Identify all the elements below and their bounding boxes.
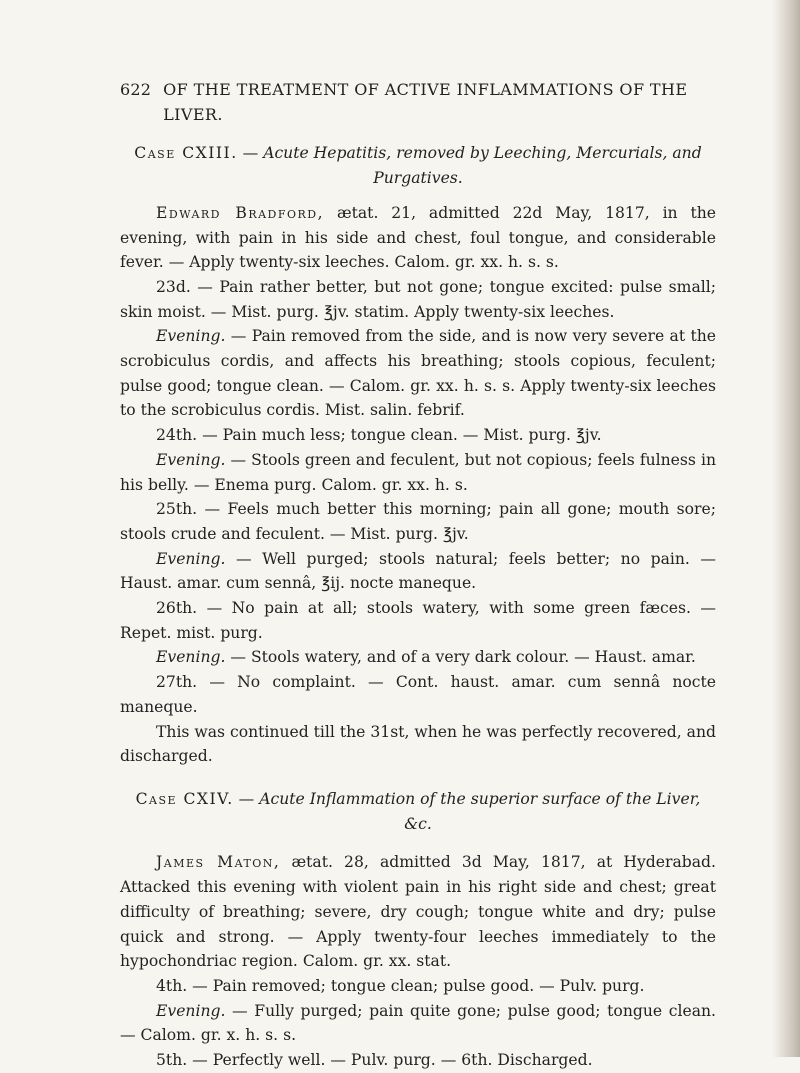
running-header <box>120 78 716 127</box>
paragraph-text: 4th. — Pain removed; tongue clean; pulse good. — Pulv. purg. <box>156 976 645 995</box>
evening-label: Evening. <box>156 648 226 667</box>
case-paragraph <box>120 324 716 423</box>
paragraph-text: ætat. 21, admitted 22d May, 1817, in the evening, with pain in his side and chest, foul tongue, and considerable fever. — Apply twenty-six leeches. Calom. gr. xx. h. s. s. <box>120 203 717 272</box>
case-paragraph <box>120 720 716 769</box>
case-paragraph <box>120 423 716 448</box>
paragraph-text: 26th. — No pain at all; stools watery, with some green fæces. — Repet. mist. purg. <box>120 599 716 642</box>
evening-label: Evening. <box>156 1001 226 1020</box>
case-paragraph <box>120 974 716 999</box>
case-paragraph <box>120 670 716 719</box>
paragraph-text: — Fully purged; pain quite gone; pulse good; tongue clean. — Calom. gr. x. h. s. s. <box>120 1001 716 1045</box>
case-paragraph <box>120 448 716 497</box>
case-paragraph <box>120 645 716 670</box>
case-title: Acute Hepatitis, removed by Leeching, Mercurials, and Purgatives. <box>263 144 702 188</box>
patient-name: James Maton, <box>156 853 281 872</box>
paragraph-text: 24th. — Pain much less; tongue clean. — Mist. purg. ℥jv. <box>156 426 602 445</box>
paragraph-text: ætat. 28, admitted 3d May, 1817, at Hyderabad. Attacked this evening with violent pain in his right side and chest; great difficulty of breathing; severe, dry cough; tongue white and dry; pulse quick and strong. — Apply twenty-four leeches immediately to the hypochondriac region. Calom. gr. xx. stat. <box>120 853 716 971</box>
page-number: 622 <box>120 80 152 99</box>
paragraph-text: — Stools watery, and of a very dark colour. — Haust. amar. <box>225 648 696 667</box>
case-paragraph <box>120 999 716 1048</box>
paragraph-text: 5th. — Perfectly well. — Pulv. purg. — 6th. Discharged. <box>156 1051 593 1070</box>
case-paragraph <box>120 497 716 546</box>
case-paragraph <box>120 547 716 596</box>
case-paragraph <box>120 596 716 645</box>
case-body <box>120 201 716 769</box>
case-heading <box>120 141 716 190</box>
paragraph-text: 23d. — Pain rather better, but not gone; tongue excited: pulse small; skin moist. — Mist. purg. ℥jv. statim. Apply twenty-six leeches. <box>120 277 716 321</box>
paragraph-text: This was continued till the 31st, when he was perfectly recovered, and discharged. <box>120 722 716 766</box>
paragraph-text: — Well purged; stools natural; feels better; no pain. — Haust. amar. cum sennâ, ℥ij. nocte maneque. <box>120 549 716 593</box>
case-label: Case CXIII. <box>134 144 238 163</box>
case-paragraph <box>120 1048 716 1073</box>
page-edge-shadow <box>772 0 800 1057</box>
case-body <box>120 850 716 1072</box>
case-paragraph <box>120 201 716 275</box>
patient-name: Edward Bradford, <box>156 203 325 222</box>
page-text <box>120 78 716 1073</box>
paragraph-text: — Pain removed from the side, and is now very severe at the scrobiculus cordis, and affects his breathing; stools copious, feculent; pulse good; tongue clean. — Calom. gr. xx. h. s. s. Apply twenty-six leeches to the scrobiculus cordis. Mist. salin. febrif. <box>120 327 716 420</box>
case-heading <box>120 787 716 836</box>
case-paragraph <box>120 850 716 974</box>
case-paragraph <box>120 275 716 324</box>
case-heading-sep: — <box>233 789 260 808</box>
evening-label: Evening. <box>156 327 226 346</box>
paragraph-text: 25th. — Feels much better this morning; pain all gone; mouth sore; stools crude and feculent. — Mist. purg. ℥jv. <box>120 500 716 543</box>
evening-label: Evening. <box>156 450 226 469</box>
evening-label: Evening. <box>156 549 226 568</box>
case-title: Acute Inflammation of the superior surface of the Liver, &c. <box>259 789 701 833</box>
running-title: OF THE TREATMENT OF ACTIVE INFLAMMATIONS OF THE LIVER. <box>163 80 688 124</box>
paragraph-text: 27th. — No complaint. — Cont. haust. amar. cum sennâ nocte maneque. <box>120 673 716 716</box>
paragraph-text: — Stools green and feculent, but not copious; feels fulness in his belly. — Enema purg. Calom. gr. xx. h. s. <box>120 450 716 494</box>
case-heading-sep: — <box>237 144 264 163</box>
case-label: Case CXIV. <box>135 789 234 808</box>
